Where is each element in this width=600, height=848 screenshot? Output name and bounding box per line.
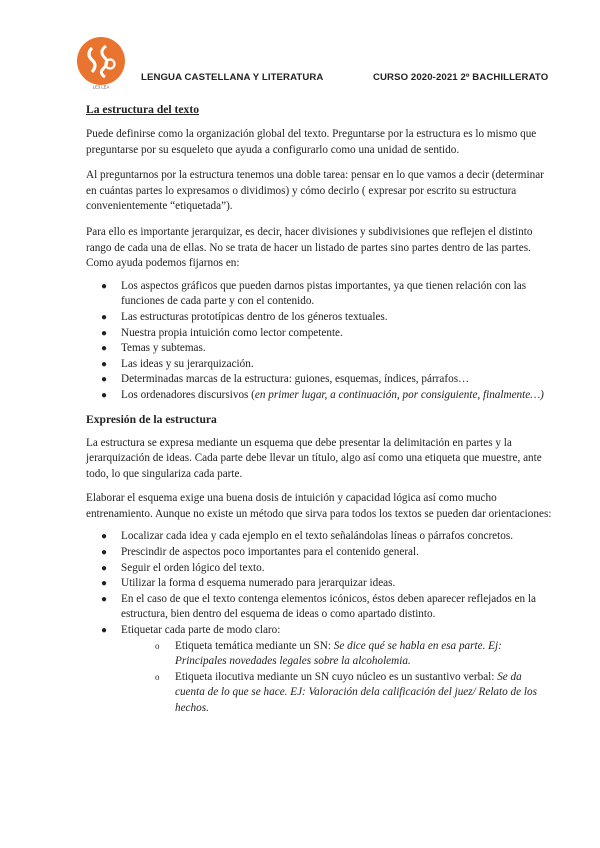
- list-item: ● Localizar cada idea y cada ejemplo en el texto señalándolas líneas o párrafos concretos.: [86, 529, 554, 545]
- bullet-icon: ●: [101, 343, 108, 355]
- bullet-icon: ●: [101, 280, 108, 292]
- bullet-list: [86, 279, 554, 404]
- bullet-icon: ●: [101, 389, 108, 401]
- document-body: [86, 102, 554, 717]
- bullet-icon: ●: [101, 625, 108, 637]
- paragraph: Al preguntarnos por la estructura tenemos una doble tarea: pensar en lo que vamos a decir (determinar en cuántas partes lo expresamos o dividimos) y cómo decirlo ( expresar por escrito su estructura convenientemente “etiquetada”).: [86, 169, 544, 213]
- list-item: ● Seguir el orden lógico del texto.: [86, 561, 554, 577]
- bullet-icon: ●: [101, 311, 108, 323]
- sub-list: [121, 639, 554, 717]
- list-item: ● Utilizar la forma d esquema numerado para jerarquizar ideas.: [86, 576, 554, 592]
- circle-bullet-icon: o: [155, 671, 160, 682]
- section-title-structure: La estructura del texto: [86, 103, 200, 116]
- list-item: ● Prescindir de aspectos poco importantes para el contenido general.: [86, 545, 554, 561]
- sub-list-item: o Etiqueta temática mediante un SN: Se dice qué se habla en esa parte. Ej: Principales novedades legales sobre la alcoholemia.: [155, 639, 502, 668]
- paragraph: Elaborar el esquema exige una buena dosis de intuición y capacidad lógica así como mucho entrenamiento. Aunque no existe un método que sirva para todos los textos se pueden dar orientaciones:: [86, 492, 552, 520]
- list-item: ● Las ideas y su jerarquización.: [86, 357, 554, 373]
- bullet-icon: ●: [101, 327, 108, 339]
- list-item: ● Temas y subtemas.: [86, 341, 554, 357]
- list-item: ● Los ordenadores discursivos (en primer lugar, a continuación, por consiguiente, finalmente…): [86, 388, 554, 404]
- list-item: ● Determinadas marcas de la estructura: guiones, esquemas, índices, párrafos…: [86, 372, 554, 388]
- bullet-icon: ●: [101, 531, 108, 543]
- school-logo: [76, 36, 126, 90]
- list-item: ● Etiquetar cada parte de modo claro: o Etiqueta temática mediante un SN: Se dice qué se habla en esa parte. Ej: Principales novedades legales sobre la alcoholemia. o Etiqueta ilocutiva mediante un SN cuyo núcleo es un sustantivo verbal: Se da cuenta de lo que se hace. EJ: Valoración dela calificación del juez/ Relato de los hechos.: [86, 623, 554, 717]
- list-item: ● Los aspectos gráficos que pueden darnos pistas importantes, ya que tienen relación con las funciones de cada parte y con el contenido.: [101, 279, 527, 308]
- bullet-list: [86, 529, 554, 716]
- bullet-icon: ●: [101, 593, 108, 605]
- logo-caption: LE3 LEA: [92, 84, 110, 90]
- subject-header: LENGUA CASTELLANA Y LITERATURA: [141, 72, 324, 83]
- bullet-icon: ●: [101, 374, 108, 386]
- bullet-icon: ●: [101, 562, 108, 574]
- paragraph: Puede definirse como la organización global del texto. Preguntarse por la estructura es lo mismo que preguntarse por su esqueleto que ayuda a configurarlo como una unidad de sentido.: [86, 128, 537, 156]
- course-header: CURSO 2020-2021 2º BACHILLERATO: [373, 72, 549, 83]
- section-title-expression: Expresión de la estructura: [86, 412, 217, 426]
- sub-list-item: o Etiqueta ilocutiva mediante un SN cuyo núcleo es un sustantivo verbal: Se da cuenta de lo que se hace. EJ: Valoración dela calificación del juez/ Relato de los hechos.: [155, 670, 537, 714]
- list-item: ● En el caso de que el texto contenga elementos icónicos, éstos deben aparecer reflejados en la estructura, bien dentro del esquema de ideas o como apartado distinto.: [101, 592, 537, 621]
- circle-bullet-icon: o: [155, 640, 160, 651]
- bullet-icon: ●: [101, 578, 108, 590]
- paragraph: La estructura se expresa mediante un esquema que debe presentar la delimitación en partes y la jerarquización de ideas. Cada parte debe llevar un título, algo así como una etiqueta que muestre, ante todo, lo que singulariza cada parte.: [86, 436, 542, 480]
- paragraph: Para ello es importante jerarquizar, es decir, hacer divisiones y subdivisiones que reflejen el distinto rango de cada una de ellas. No se trata de hacer un listado de partes sino partes dentro de las partes. Como ayuda podemos fijarnos en:: [86, 225, 533, 270]
- list-item: ● Nuestra propia intuición como lector competente.: [86, 326, 554, 342]
- list-item: ● Las estructuras prototípicas dentro de los géneros textuales.: [86, 310, 554, 326]
- bullet-icon: ●: [101, 547, 108, 559]
- bullet-icon: ●: [101, 358, 108, 370]
